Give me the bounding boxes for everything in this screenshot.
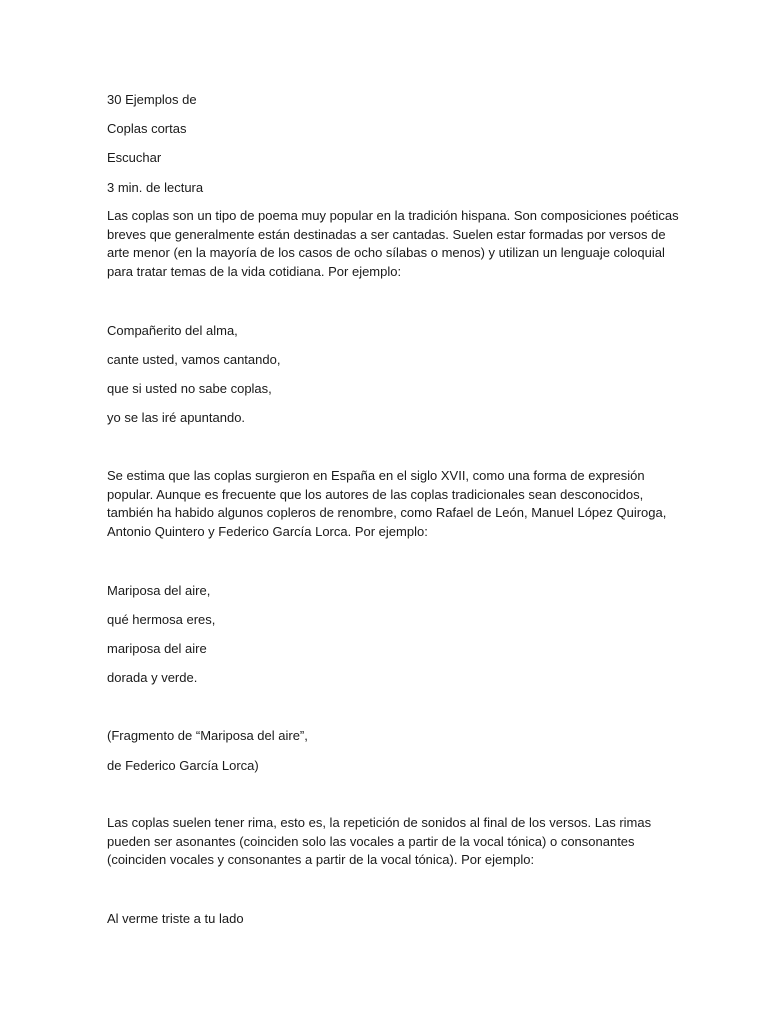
title-line-1: 30 Ejemplos de: [107, 92, 197, 107]
history-line: también ha habido algunos copleros de renombre, como Rafael de León, Manuel López Quiroga,: [107, 505, 667, 520]
history-paragraph: [107, 467, 667, 541]
attribution-line-1: (Fragmento de “Mariposa del aire”,: [107, 728, 308, 743]
intro-line: para tratar temas de la vida cotidiana. Por ejemplo:: [107, 263, 402, 279]
rhyme-line: Las coplas suelen tener rima, esto es, la repetición de sonidos al final de los versos. Las rimas: [107, 815, 652, 830]
poem3-verse: Al verme triste a tu lado: [107, 911, 244, 926]
attribution-line-2: de Federico García Lorca): [107, 758, 259, 773]
history-line: popular. Aunque es frecuente que los autores de las coplas tradicionales sean desconocidos,: [107, 486, 644, 502]
rhyme-line: (coinciden vocales y consonantes a partir de la vocal tónica). Por ejemplo:: [107, 852, 535, 867]
intro-line: Las coplas son un tipo de poema muy popular en la tradición hispana. Son composiciones poéticas: [107, 208, 679, 223]
poem2-verse: dorada y verde.: [107, 670, 198, 685]
intro-line: breves que generalmente están destinadas a ser cantadas. Suelen estar formadas por versos de: [107, 226, 666, 242]
poem2-verse: qué hermosa eres,: [107, 612, 216, 627]
poem2-verse: Mariposa del aire,: [107, 583, 211, 598]
reading-time: 3 min. de lectura: [107, 180, 204, 195]
poem1-verse: Compañerito del alma,: [107, 323, 238, 338]
poem1-verse: que si usted no sabe coplas,: [107, 381, 272, 396]
listen-label: Escuchar: [107, 150, 162, 165]
history-line: Antonio Quintero y Federico García Lorca. Por ejemplo:: [107, 523, 428, 539]
intro-paragraph: [107, 207, 679, 281]
history-line: Se estima que las coplas surgieron en España en el siglo XVII, como una forma de expresión: [107, 468, 645, 483]
intro-line: arte menor (en la mayoría de los casos de ocho sílabas o menos) y utilizan un lenguaje coloquial: [107, 245, 665, 260]
poem1-verse: cante usted, vamos cantando,: [107, 352, 281, 367]
rhyme-paragraph: [107, 814, 652, 870]
poem2-verse: mariposa del aire: [107, 641, 207, 656]
rhyme-line: pueden ser asonantes (coinciden solo las vocales a partir de la vocal tónica) o consonantes: [107, 833, 635, 849]
poem1-verse: yo se las iré apuntando.: [107, 410, 246, 425]
title-line-2: Coplas cortas: [107, 121, 187, 136]
